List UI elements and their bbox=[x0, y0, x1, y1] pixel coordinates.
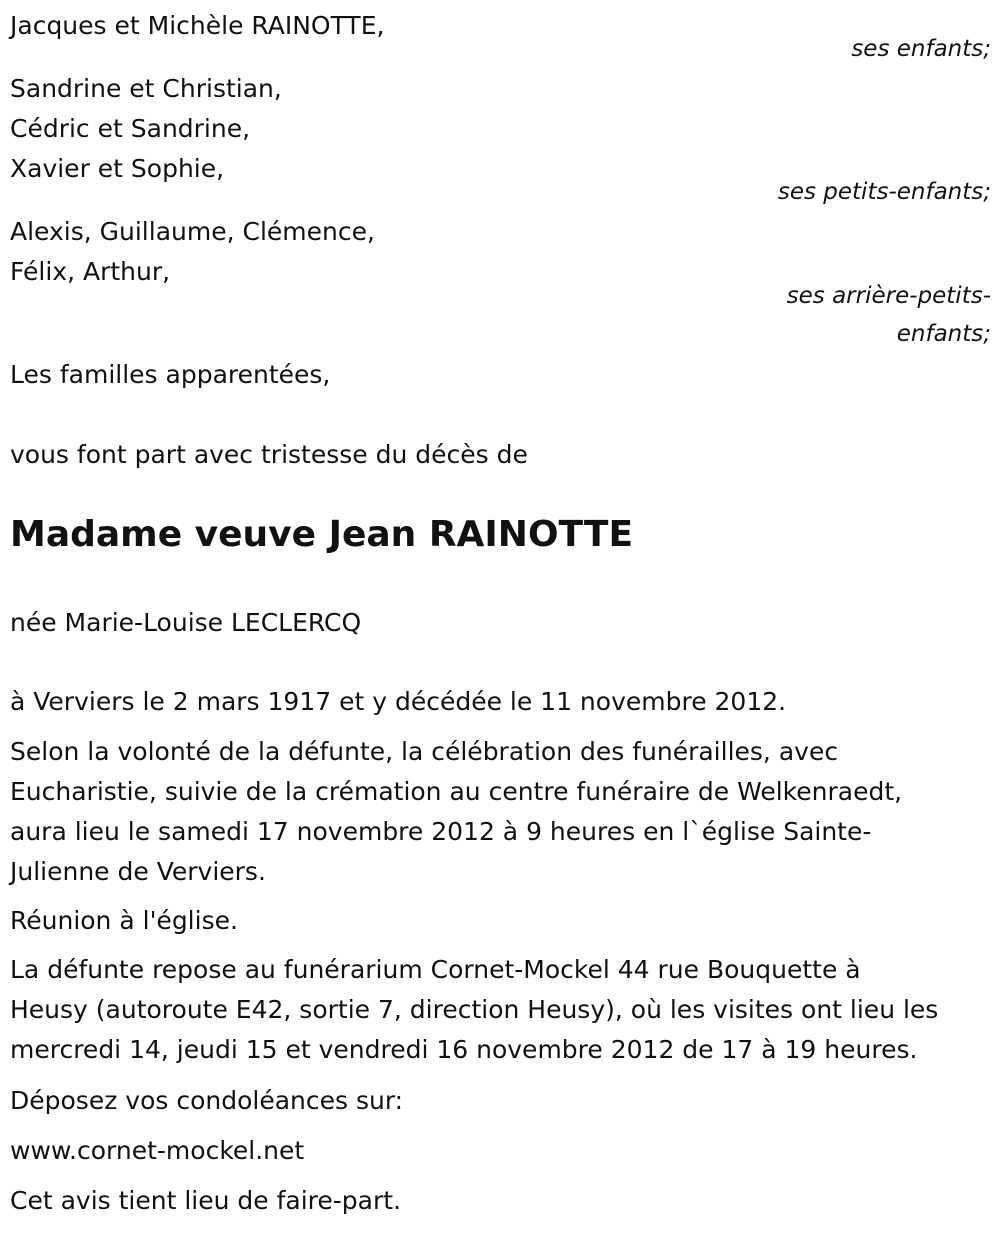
maiden-name: née Marie-Louise LECLERCQ bbox=[10, 608, 362, 637]
funeral-line-1: Selon la volonté de la défunte, la célébration des funérailles, avec bbox=[10, 737, 839, 766]
grandchildren-line-2: Cédric et Sandrine, bbox=[10, 114, 251, 143]
grandchildren-role: ses petits-enfants; bbox=[777, 179, 991, 205]
grandchildren-line-3: Xavier et Sophie, bbox=[10, 154, 225, 183]
visits-line-3: mercredi 14, jeudi 15 et vendredi 16 novembre 2012 de 17 à 19 heures. bbox=[10, 1035, 918, 1064]
visits-line-1: La défunte repose au funérarium Cornet-Mockel 44 rue Bouquette à bbox=[10, 955, 861, 984]
relatives: Les familles apparentées, bbox=[10, 360, 331, 389]
great-grandchildren-line-2: Félix, Arthur, bbox=[10, 257, 171, 286]
announcement: vous font part avec tristesse du décès de bbox=[10, 440, 528, 469]
great-grandchildren-role-line-2: enfants; bbox=[896, 321, 991, 347]
website-link[interactable]: www.cornet-mockel.net bbox=[10, 1136, 305, 1165]
funeral-line-4: Julienne de Verviers. bbox=[10, 857, 266, 886]
grandchildren-line-1: Sandrine et Christian, bbox=[10, 74, 282, 103]
meeting: Réunion à l'église. bbox=[10, 906, 238, 935]
children-role: ses enfants; bbox=[851, 36, 991, 62]
funeral-line-2: Eucharistie, suivie de la crémation au centre funéraire de Welkenraedt, bbox=[10, 777, 903, 806]
visits-line-2: Heusy (autoroute E42, sortie 7, direction Heusy), où les visites ont lieu les bbox=[10, 995, 939, 1024]
condolences-label: Déposez vos condoléances sur: bbox=[10, 1086, 404, 1115]
birth-death: à Verviers le 2 mars 1917 et y décédée le 11 novembre 2012. bbox=[10, 687, 787, 716]
great-grandchildren-role-line-1: ses arrière-petits- bbox=[786, 283, 991, 309]
children-names: Jacques et Michèle RAINOTTE, bbox=[10, 11, 385, 40]
closing-note: Cet avis tient lieu de faire-part. bbox=[10, 1186, 402, 1215]
funeral-line-3: aura lieu le samedi 17 novembre 2012 à 9 heures en l`église Sainte- bbox=[10, 817, 872, 846]
deceased-name: Madame veuve Jean RAINOTTE bbox=[10, 514, 634, 555]
great-grandchildren-line-1: Alexis, Guillaume, Clémence, bbox=[10, 217, 375, 246]
